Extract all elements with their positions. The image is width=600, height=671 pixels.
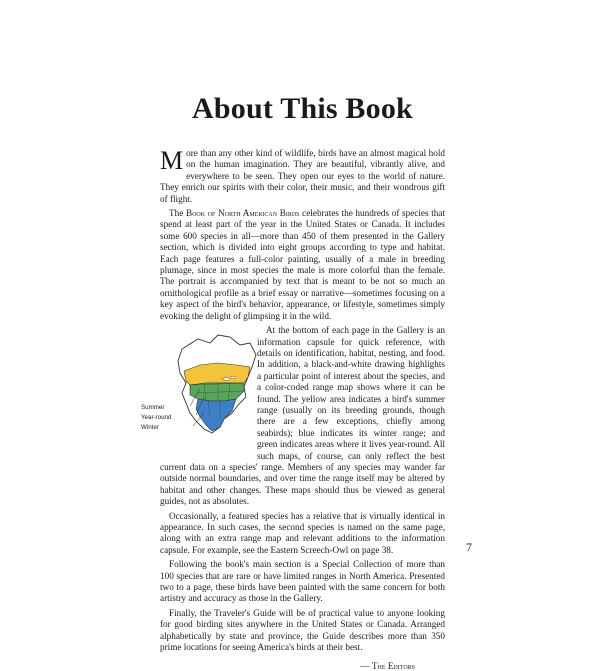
signature-name: The Editors — [371, 661, 415, 671]
signature — [160, 661, 445, 671]
book-page — [141, 70, 445, 671]
legend-winter-label: Winter — [141, 424, 159, 432]
range-map-shapes — [178, 335, 256, 433]
range-map-figure — [141, 327, 251, 459]
book-title-smallcaps: Book of North American Birds — [185, 208, 300, 219]
paragraph-special-collection: Following the book's main section is a Special Collection of more than 100 species that are rare or have limited ranges in North America. Presented two to a page, these birds have been painted with the same concern for both artistry and accuracy as those in the Gallery. — [160, 559, 445, 604]
page-title: About This Book — [192, 92, 413, 125]
paragraph-gallery-text: At the bottom of each page in the Gallery is an information capsule for quick reference, with details on identification, habitat, nesting, and food. In addition, a black-and-white drawing highlights a particular point of interest about the species, and a color-coded range map shows where it can be found. The yellow area indicates a bird's summer range (usually on its breeding grounds, though there are a few exceptions, chiefly among seabirds); blue indicates its winter range; and green indicates areas where it lives year-round. All such maps, of course, can only reflect the best current data on a species' range. Members of any species may wander far outside normal boundaries, and over time the range itself may be altered by habitat and other changes. These maps should thus be viewed as general guides, not as absolutes. — [160, 325, 445, 507]
north-america-range-map — [160, 327, 260, 459]
paragraph-gallery-info — [141, 325, 445, 508]
paragraph-intro-text: ore than any other kind of wildlife, birds have an almost magical hold on the human imagination. They are beautiful, vibrantly alive, and everywhere to be seen. They open our eyes to the world of nature. They enrich our spirits with their color, their music, and their wondrous gift of flight. — [160, 148, 445, 204]
legend-year-round-label: Year-round — [141, 414, 172, 422]
paragraph-book-lead: The — [169, 208, 186, 219]
paragraph-related-species: Occasionally, a featured species has a relative that is virtually identical in appearance. In such cases, the second species is named on the same page, along with an extra range map and relevant additions to the information capsule. For example, see the Eastern Screech-Owl on page 38. — [160, 510, 445, 555]
paragraph-book-description — [160, 208, 445, 322]
paragraph-book-text: celebrates the hundreds of species that spend at least part of the year in the United States or Canada. It includes some 600 species in all—more than 450 of them presented in the Gallery section, which is divided into eight groups according to type and habitat. Each page features a full-color painting, usually of a male in breeding plumage, since in most species the male is more colorful than the female. The portrait is accompanied by text that is meant to be not so much an ornithological profile as a brief essay or narrative—sometimes focusing on a key aspect of the bird's behavior, appearance, or lifestyle, sometimes simply evoking the delight of glimpsing it in the wild. — [160, 208, 445, 321]
signature-dash: — — [360, 661, 372, 671]
legend-summer-label: Summer — [141, 404, 165, 412]
drop-cap: M — [160, 146, 184, 175]
body-text — [141, 146, 445, 653]
page-number: 7 — [466, 540, 472, 554]
paragraph-intro — [160, 148, 445, 205]
paragraph-travelers-guide: Finally, the Traveler's Guide will be of practical value to anyone looking for good birding sites anywhere in the United States or Canada. Arranged alphabetically by state and province, the Guide describes more than 350 prime locations for seeing America's birds at their best. — [160, 607, 445, 653]
